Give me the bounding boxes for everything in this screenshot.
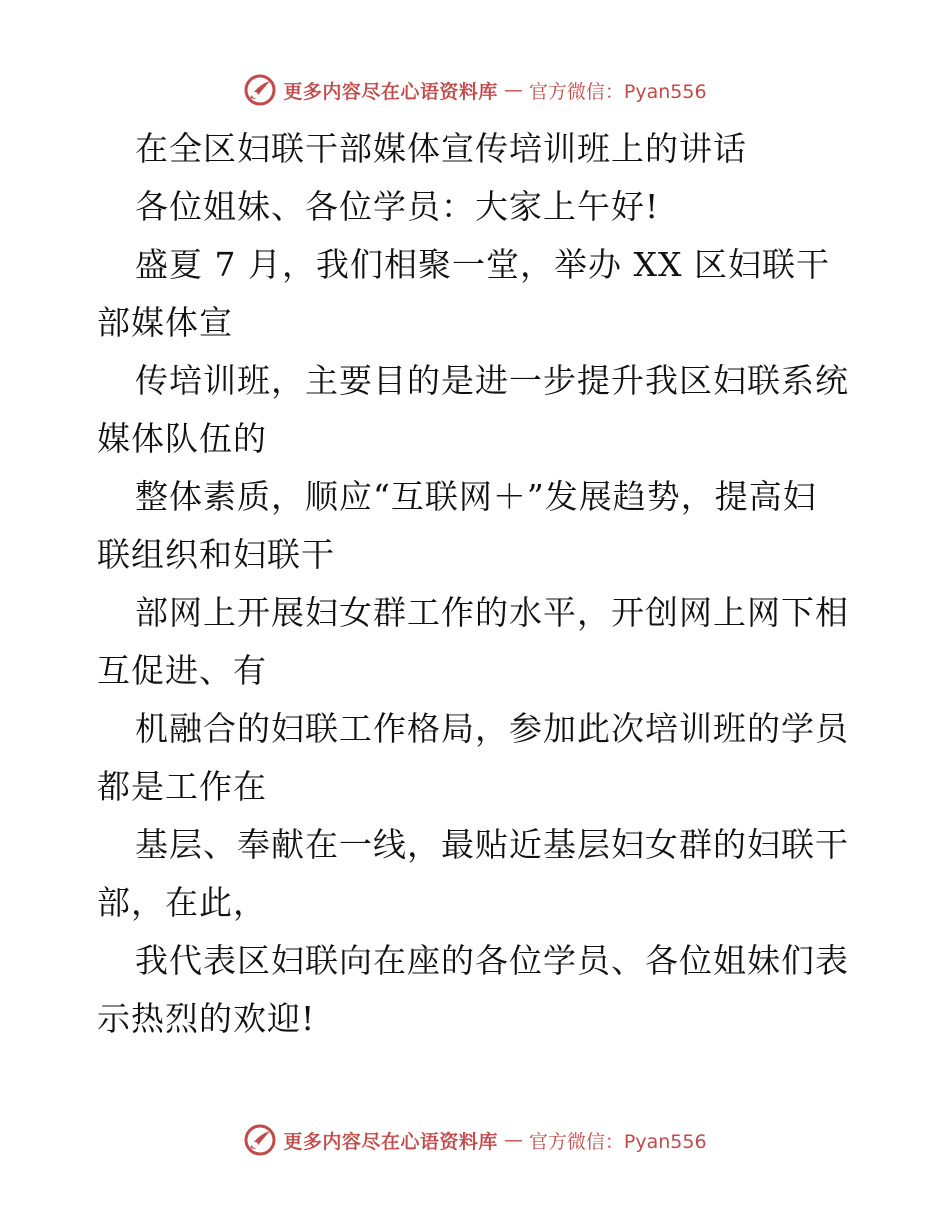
document-line: 示热烈的欢迎!: [97, 999, 316, 1038]
document-line: 我代表区妇联向在座的各位学员、各位姐妹们表: [135, 941, 849, 980]
document-line: 传培训班，主要目的是进一步提升我区妇联系统: [135, 361, 849, 400]
document-line: 在全区妇联干部媒体宣传培训班上的讲话: [135, 129, 747, 168]
brush-logo-icon: [243, 73, 277, 107]
document-line: 机融合的妇联工作格局，参加此次培训班的学员: [135, 709, 849, 748]
header-banner-inner: [243, 73, 706, 107]
document-line: 联组织和妇联干: [97, 535, 335, 574]
header-banner: [0, 70, 950, 110]
banner-separator: —: [503, 79, 523, 101]
document-line: 部网上开展妇女群工作的水平，开创网上网下相: [135, 593, 849, 632]
document-body: [97, 120, 857, 1048]
document-line: 部，在此，: [97, 883, 267, 922]
brush-logo-icon: [243, 1123, 277, 1157]
document-line: 都是工作在: [97, 767, 267, 806]
footer-banner-inner: [243, 1123, 706, 1157]
footer-banner: [0, 1120, 950, 1160]
banner-separator: —: [503, 1129, 523, 1151]
document-line: 媒体队伍的: [97, 419, 267, 458]
document-line: 互促进、有: [97, 651, 267, 690]
banner-site-text: 更多内容尽在心语资料库: [283, 80, 498, 103]
banner-site-text: 更多内容尽在心语资料库: [283, 1130, 498, 1153]
banner-wechat-text: 官方微信：Pyan556: [528, 80, 707, 103]
document-line: 基层、奉献在一线，最贴近基层妇女群的妇联干: [135, 825, 849, 864]
banner-wechat-text: 官方微信：Pyan556: [528, 1130, 707, 1153]
document-line: 盛夏 7 月，我们相聚一堂，举办 XX 区妇联干: [135, 245, 830, 284]
document-line: 各位姐妹、各位学员：大家上午好!: [135, 187, 660, 226]
document-line: 整体素质，顺应“互联网＋”发展趋势，提高妇: [135, 477, 817, 516]
document-line: 部媒体宣: [97, 303, 233, 342]
